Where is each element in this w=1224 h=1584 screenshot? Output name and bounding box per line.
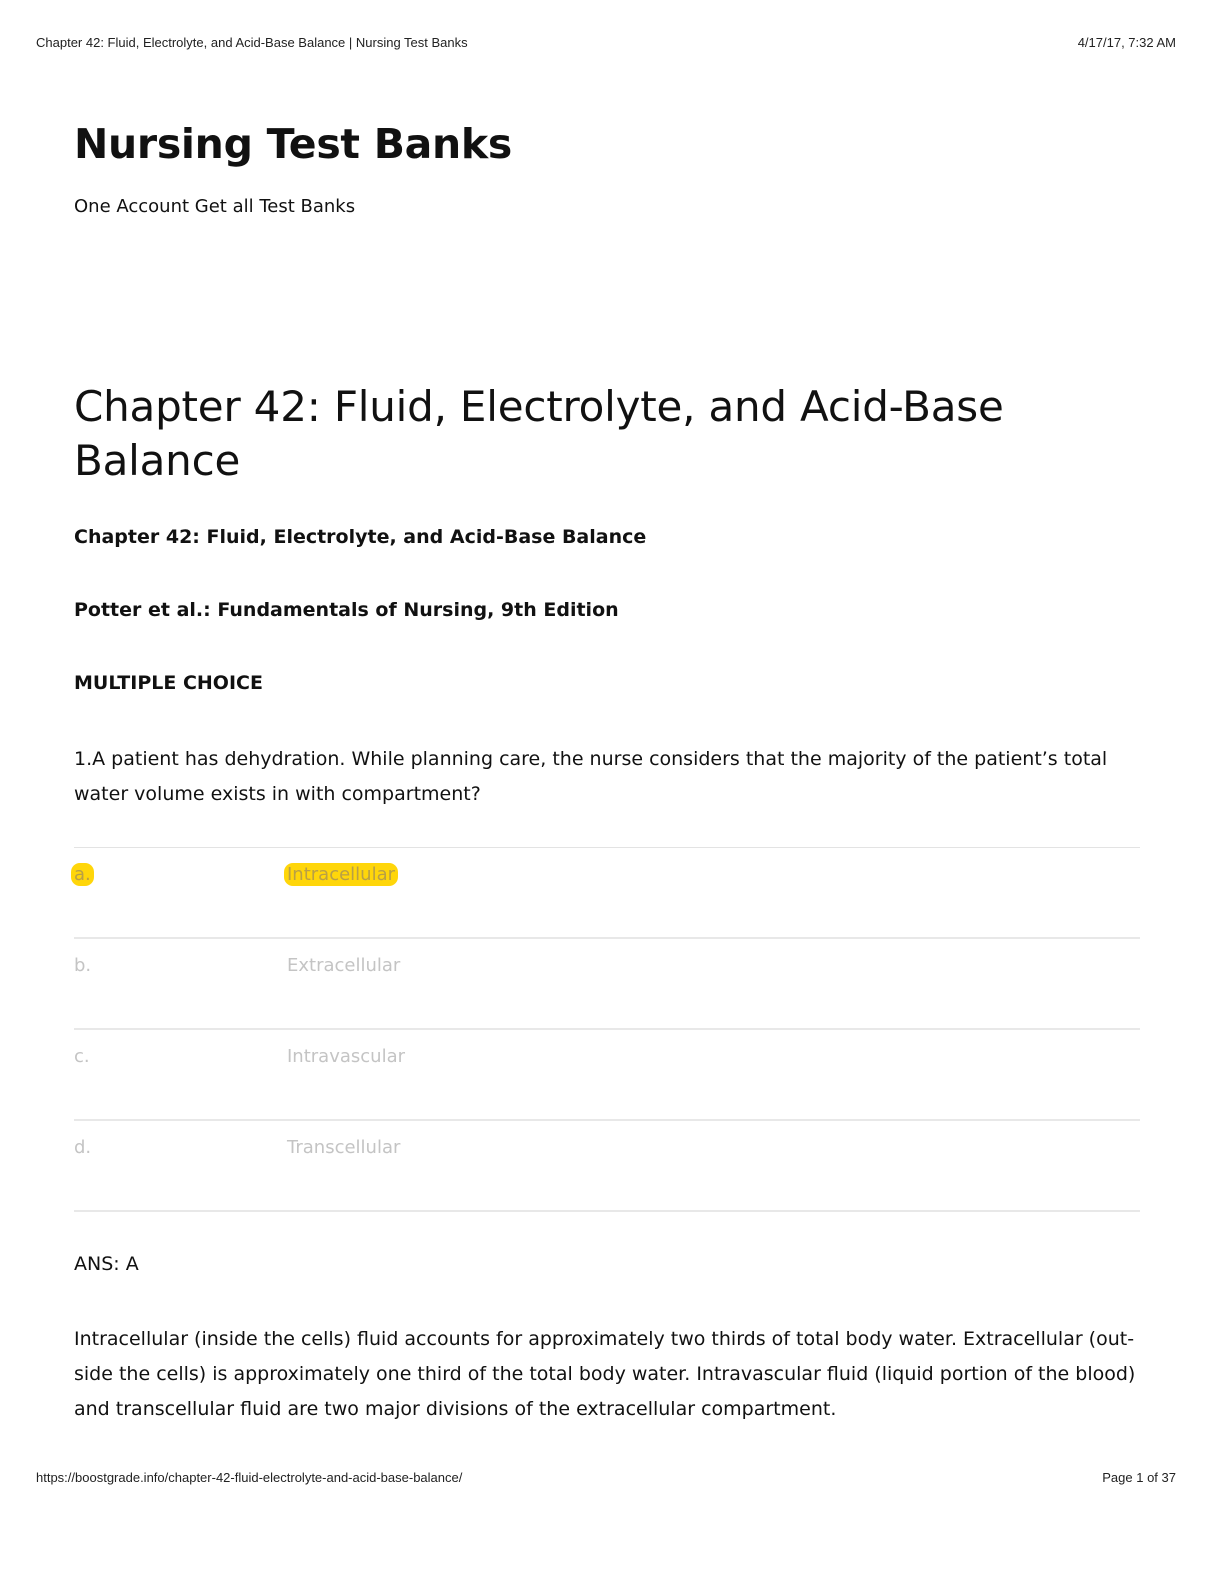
choice-row-c bbox=[74, 1030, 1140, 1121]
question-text: 1.A patient has dehydration. While planning care, the nurse considers that the majority of the patient’s total water volume exists in with compartment? bbox=[74, 748, 1108, 805]
choices-table bbox=[74, 847, 1140, 1212]
choice-row-b bbox=[74, 939, 1140, 1030]
article-subtitle: Chapter 42: Fluid, Electrolyte, and Acid-Base Balance bbox=[74, 526, 647, 548]
section-heading: MULTIPLE CHOICE bbox=[74, 672, 263, 694]
choice-text: Transcellular bbox=[287, 1137, 401, 1158]
article-source: Potter et al.: Fundamentals of Nursing, 9th Edition bbox=[74, 599, 619, 621]
choice-row-a bbox=[74, 848, 1140, 939]
choice-row-d bbox=[74, 1121, 1140, 1212]
highlight: a. bbox=[71, 863, 94, 886]
choice-letter: d. bbox=[74, 1137, 92, 1158]
choice-text bbox=[287, 864, 398, 885]
choice-letter: c. bbox=[74, 1046, 90, 1067]
page-url[interactable]: https://boostgrade.info/chapter-42-fluid-electrolyte-and-acid-base-balance/ bbox=[36, 1470, 463, 1485]
print-header bbox=[36, 35, 1176, 50]
choice-letter: b. bbox=[74, 955, 92, 976]
page-number: Page 1 of 37 bbox=[1102, 1470, 1176, 1485]
rationale-text: Intracellular (inside the cells) fluid accounts for approximately two thirds of total body water. Extracellular (out-side the cells) is approximately one third of the total body water. Intravascular fluid (liquid portion of the blood) and transcellular fluid are two major divisions of the extracellular compartment. bbox=[74, 1328, 1136, 1420]
site-tagline: One Account Get all Test Banks bbox=[74, 196, 356, 217]
print-footer bbox=[36, 1470, 1176, 1485]
print-header-datetime: 4/17/17, 7:32 AM bbox=[1077, 35, 1176, 50]
answer-text: ANS: A bbox=[74, 1253, 139, 1275]
choice-letter bbox=[74, 864, 94, 885]
choice-text: Extracellular bbox=[287, 955, 401, 976]
choice-text: Intravascular bbox=[287, 1046, 406, 1067]
highlight: Intracellular bbox=[284, 863, 398, 886]
site-title[interactable]: Nursing Test Banks bbox=[74, 120, 512, 168]
print-header-title: Chapter 42: Fluid, Electrolyte, and Acid-Base Balance | Nursing Test Banks bbox=[36, 35, 468, 50]
page-title: Chapter 42: Fluid, Electrolyte, and Acid-Base Balance bbox=[74, 382, 1004, 485]
